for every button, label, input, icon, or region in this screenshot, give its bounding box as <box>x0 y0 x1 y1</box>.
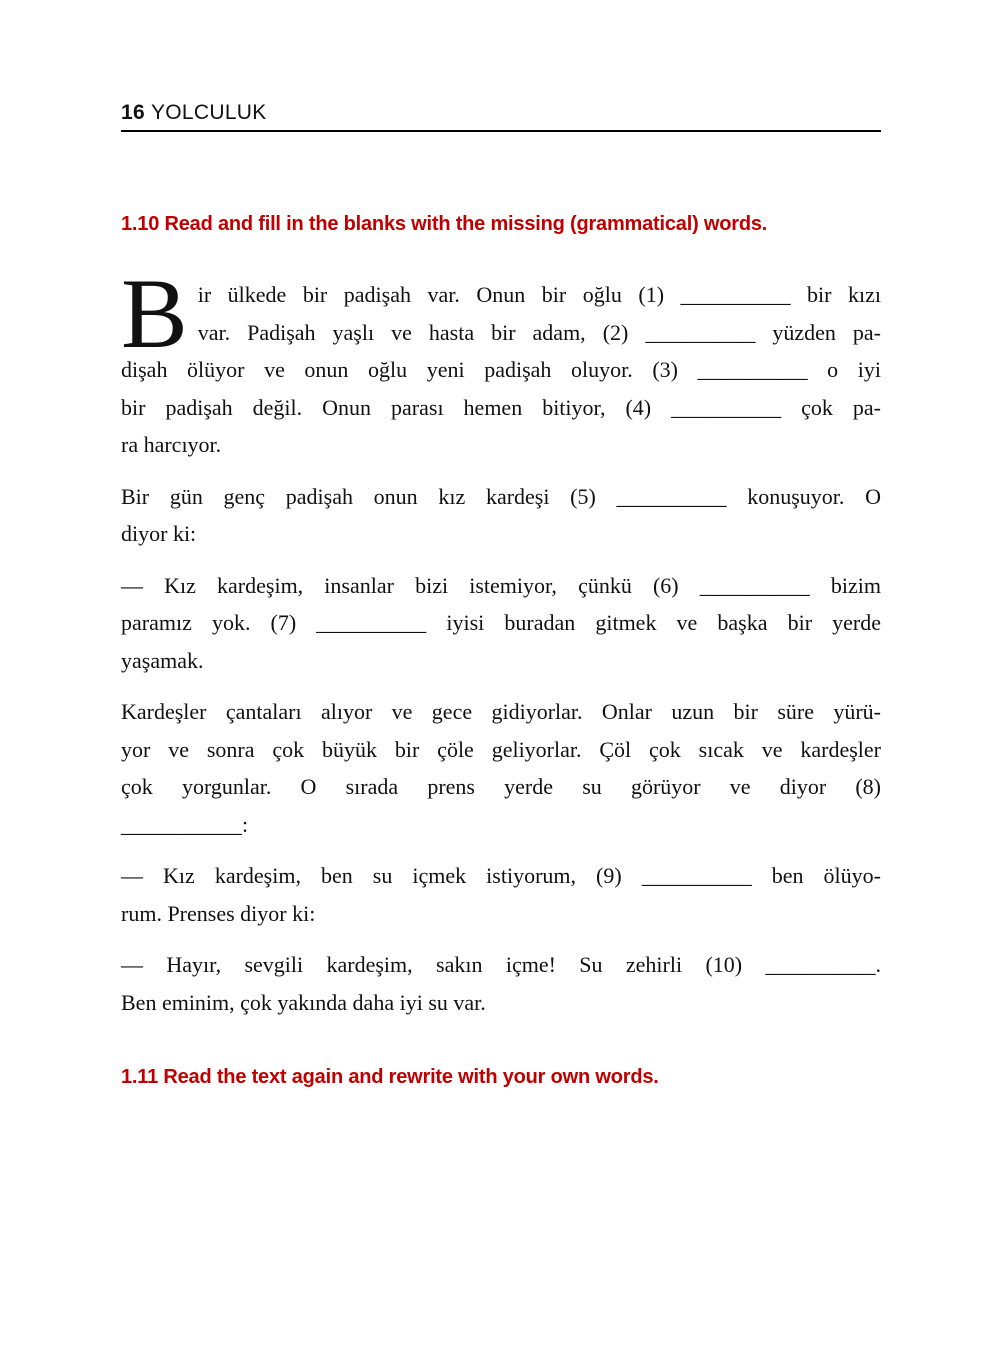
paragraph-2 <box>121 478 881 553</box>
text-line: Bir gün genç padişah onun kız kardeşi (5) __________ konuşuyor. O <box>121 483 881 509</box>
paragraph-3 <box>121 567 881 680</box>
paragraph-1 <box>121 258 881 464</box>
text-line: çok yorgunlar. O sırada prens yerde su görüyor ve diyor (8) <box>121 774 881 799</box>
exercise-1-10-text <box>121 258 881 1021</box>
text-line: Kardeşler çantaları alıyor ve gece gidiyorlar. Onlar uzun bir süre yürü- <box>121 699 881 724</box>
paragraph-4 <box>121 693 881 843</box>
page-content <box>121 0 881 1089</box>
header-rule <box>121 130 881 132</box>
text-line-blank: ___________: <box>121 811 249 837</box>
running-header <box>121 0 881 125</box>
exercise-1-11-heading: 1.11 Read the text again and rewrite with your own words. <box>121 1066 659 1088</box>
text-line: — Kız kardeşim, ben su içmek istiyorum, (9) __________ ben ölüyo- <box>121 863 881 888</box>
text-line: yaşamak. <box>121 647 204 673</box>
text-line: var. Padişah yaşlı ve hasta bir adam, (2) __________ yüzden pa- <box>197 319 881 345</box>
page-number: 16 <box>121 101 145 124</box>
dropcap-letter: B <box>121 258 188 369</box>
text-line: diyor ki: <box>121 521 197 546</box>
text-line: bir padişah değil. Onun parası hemen bitiyor, (4) __________ çok pa- <box>121 394 881 420</box>
text-line: ir ülkede bir padişah var. Onun bir oğlu (1) __________ bir kızı <box>197 282 881 307</box>
text-line: — Hayır, sevgili kardeşim, sakın içme! Su zehirli (10) __________. <box>121 952 881 977</box>
text-line: — Kız kardeşim, insanlar bizi istemiyor, çünkü (6) __________ bizim <box>121 572 881 598</box>
text-line: Ben eminim, çok yakında daha iyi su var. <box>121 989 486 1015</box>
paragraph-6 <box>121 946 881 1021</box>
text-line: rum. Prenses diyor ki: <box>121 900 316 926</box>
text-line: paramız yok. (7) __________ iyisi buradan gitmek ve başka bir yerde <box>121 610 881 635</box>
text-line: ra harcıyor. <box>121 432 222 457</box>
book-title: YOLCULUK <box>150 101 267 124</box>
paragraph-5 <box>121 857 881 932</box>
exercise-1-10-heading: 1.10 Read and fill in the blanks with the missing (grammatical) words. <box>121 213 768 235</box>
text-line: yor ve sonra çok büyük bir çöle geliyorlar. Çöl çok sıcak ve kardeşler <box>121 736 881 762</box>
text-line: dişah ölüyor ve onun oğlu yeni padişah oluyor. (3) __________ o iyi <box>121 357 881 382</box>
